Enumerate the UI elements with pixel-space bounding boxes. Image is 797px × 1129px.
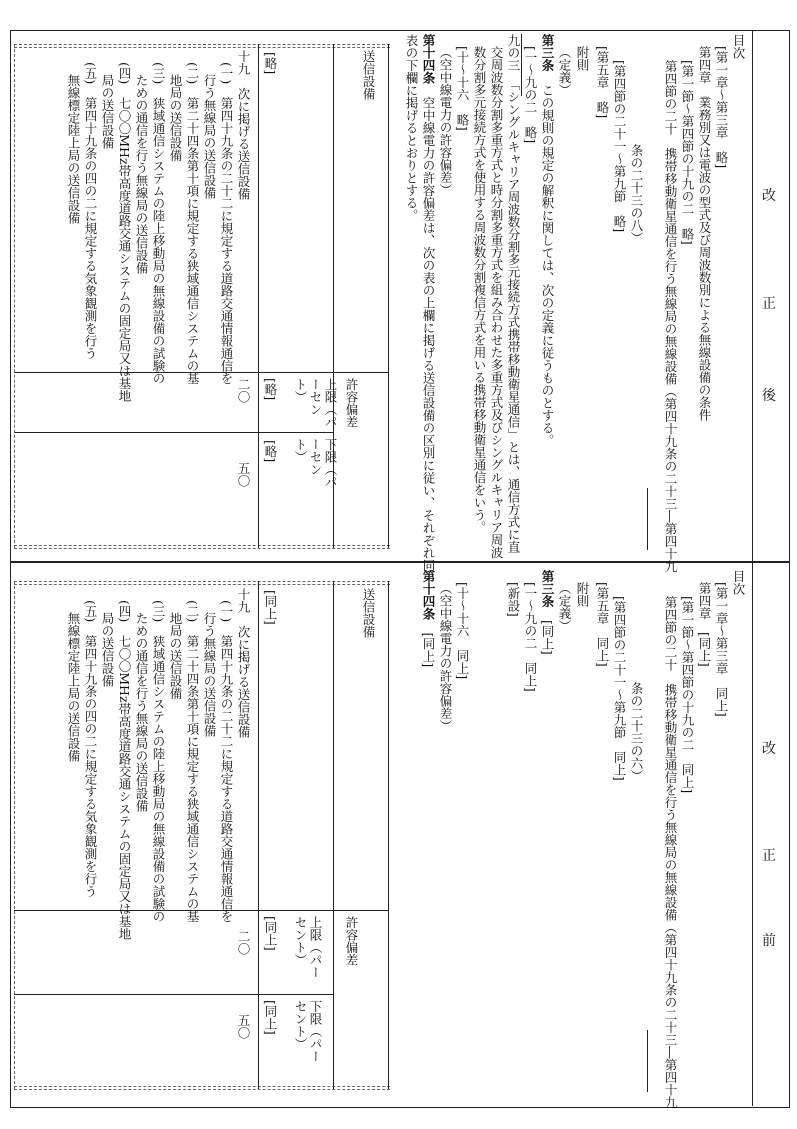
after-ryaku-2: [略] (263, 378, 278, 401)
label-divider-after (752, 30, 753, 561)
before-sec21: [第四節の二十一～第九節 同上] (612, 596, 627, 781)
before-sec20a: 第四節の二十 携帯移動衛星通信を行う無線局の無線設備（第四十九条の二十三―第四十九 (663, 596, 678, 1109)
after-r2a: (二) 第二十四条第十項に規定する狭域通信システムの基 (185, 62, 200, 385)
before-h-equip: 送信設備 (361, 588, 376, 638)
before-r3a: (三) 狭域通信システムの陸上移動局の無線設備の試験の (151, 600, 166, 923)
after-sec21: [第四節の二十一～第九節 略] (612, 60, 627, 233)
before-toc: 目次 (731, 570, 746, 595)
after-item1: [一～九の二 略] (523, 46, 538, 144)
before-h-lower (293, 1000, 323, 1072)
before-art3-text: [同上] (540, 620, 555, 655)
after-left-dash (14, 44, 15, 548)
after-row19: 十九 次に掲げる送信設備 (236, 50, 251, 200)
before-r2b: 地局の送信設備 (168, 612, 183, 700)
before-art3 (540, 570, 555, 655)
after-paren14: （空中線電力の許容偏差） (438, 46, 453, 196)
before-r1b: 行う無線局の送信設備 (202, 612, 217, 737)
before-upper-value: 二〇 (236, 930, 251, 955)
before-suppl: 附則 (575, 582, 590, 607)
after-art14-num: 第十四条 (421, 34, 436, 84)
after-sec20b: 条の二十三の八） (629, 144, 644, 244)
before-same-3: [同上] (263, 1000, 278, 1035)
after-lower-value: 五〇 (236, 462, 251, 487)
after-art14-cont: 表の下欄に掲げるとおりとする。 (404, 34, 419, 222)
before-r5a: (五) 第四十九条の四の二に規定する気象観測を行う (83, 600, 98, 898)
after-art3-num: 第三条 (540, 34, 555, 72)
after-change-bar-2 (521, 34, 522, 96)
after-ch4: 第四章 業務別又は電波の型式及び周波数別による無線設備の条件 (697, 46, 712, 421)
after-r1a: (一) 第四十九条の二十二に規定する道路交通情報通信を (219, 62, 234, 385)
after-label-3: 後 (762, 388, 776, 404)
before-art14-num: 第十四条 (421, 570, 436, 620)
after-h-upper (293, 378, 338, 428)
after-col-divider (14, 372, 388, 373)
before-r4a: (四) 七〇〇MHz帯高度道路交通システムの固定局又は基地 (117, 600, 132, 941)
before-item1: [一～九の二 同上] (523, 582, 538, 692)
after-h-upper-text: 上限（パーセント） (293, 378, 338, 428)
after-art14 (421, 34, 436, 572)
after-sec1: [第一節～第四節の十九の二 略] (680, 60, 695, 245)
before-header-divider (333, 581, 334, 1089)
after-label-2: 正 (762, 296, 776, 312)
after-toc: 目次 (731, 34, 746, 59)
after-item93c: 数分割多元接続方式を使用する周波数分割複信方式を用いる携帯移動衛星通信をいう。 (472, 46, 487, 534)
before-teigi: （定義） (557, 582, 572, 632)
after-change-bar-1 (647, 488, 648, 550)
after-label-1: 改 (762, 188, 776, 204)
before-ch5: [第五章 同上] (595, 582, 610, 667)
before-art14-text: [同上] (421, 632, 436, 668)
after-ryaku-1: [略] (263, 52, 278, 75)
after-item93a: 九の三 「シングルキャリア周波数分割多元接続方式携帯移動衛星通信」とは、通信方式に直 (506, 34, 521, 553)
before-table-bottom-2 (14, 1089, 390, 1090)
after-r4a: (四) 七〇〇MHz帯高度道路交通システムの固定局又は基地 (117, 62, 132, 403)
before-left-dash (14, 581, 15, 1089)
after-table-right (388, 44, 389, 548)
after-row-divider (258, 44, 259, 548)
before-label-1: 改 (762, 741, 776, 757)
before-row-divider (258, 581, 259, 1089)
after-h-tol: 許容偏差 (344, 378, 359, 428)
before-h-lower-text: 下限（パーセント） (293, 1000, 323, 1063)
before-sec20b: 条の二十三の六） (629, 682, 644, 782)
after-item93b: 交周波数分割多重方式と時分割多重方式を組み合わせた多重方式及びシングルキャリア周波 (489, 46, 504, 559)
after-r2b: 地局の送信設備 (168, 74, 183, 162)
after-r5b: 無線標定陸上局の送信設備 (66, 74, 81, 224)
after-sec20a: 第四節の二十 携帯移動衛星通信を行う無線局の無線設備（第四十九条の二十三―第四十九 (663, 60, 678, 573)
before-r4b: 局の送信設備 (100, 612, 115, 687)
before-paren14: （空中線電力の許容偏差） (438, 582, 453, 732)
after-ryaku-3: [略] (263, 440, 278, 463)
after-art3 (540, 34, 555, 447)
after-teigi: （定義） (557, 46, 572, 96)
before-label-3: 前 (762, 933, 776, 949)
after-r3b: ための通信を行う無線局の送信設備 (134, 74, 149, 274)
before-r1a: (一) 第四十九条の二十二に規定する道路交通情報通信を (219, 600, 234, 923)
after-r1b: 行う無線局の送信設備 (202, 74, 217, 199)
after-item10: [十～十六 略] (455, 46, 470, 131)
before-table-right (388, 581, 389, 1089)
before-h-upper (293, 916, 323, 988)
before-art3-num: 第三条 (540, 570, 555, 608)
after-ch1-3: [第一章～第三章 略] (714, 46, 729, 169)
after-h-lower (293, 438, 338, 488)
before-ch4: 第四章 [同上] (697, 582, 712, 667)
before-h-upper-text: 上限（パーセント） (293, 916, 323, 979)
before-sec1: [第一節～第四節の十九の二 同上] (680, 596, 695, 794)
before-row19: 十九 次に掲げる送信設備 (236, 588, 251, 738)
before-r2a: (二) 第二十四条第十項に規定する狭域通信システムの基 (185, 600, 200, 923)
before-item10: [十～十六 同上] (455, 582, 470, 680)
after-r3a: (三) 狭域通信システムの陸上移動局の無線設備の試験の (151, 62, 166, 385)
before-ch1-3: [第一章～第三章 同上] (714, 582, 729, 717)
before-new: [新設] (506, 582, 521, 617)
after-ch5: [第五章 略] (595, 46, 610, 119)
before-same-2: [同上] (263, 916, 278, 951)
before-col-divider (14, 910, 388, 911)
after-subcol-divider (14, 432, 333, 433)
after-r4b: 局の送信設備 (100, 74, 115, 149)
after-h-equip: 送信設備 (361, 50, 376, 100)
after-upper-value: 二〇 (236, 378, 251, 403)
before-r3b: ための通信を行う無線局の送信設備 (134, 612, 149, 812)
before-lower-value: 五〇 (236, 1014, 251, 1039)
label-divider-before (752, 561, 753, 1106)
after-h-lower-text: 下限（パーセント） (293, 438, 338, 488)
before-change-bar-1 (647, 1030, 648, 1092)
before-same-1: [同上] (263, 590, 278, 625)
after-r5a: (五) 第四十九条の四の二に規定する気象観測を行う (83, 62, 98, 360)
after-table-bottom-2 (14, 548, 390, 549)
after-art3-text: この規則の規定の解釈に関しては、次の定義に従うものとする。 (540, 84, 555, 447)
before-h-tol: 許容偏差 (344, 916, 359, 966)
before-art14 (421, 570, 436, 667)
before-subcol-divider (14, 994, 333, 995)
before-label-2: 正 (762, 848, 776, 864)
after-suppl: 附則 (575, 46, 590, 71)
before-r5b: 無線標定陸上局の送信設備 (66, 612, 81, 762)
after-art14-text: 空中線電力の許容偏差は、次の表の上欄に掲げる送信設備の区別に従い、それぞれ同 (421, 96, 436, 572)
